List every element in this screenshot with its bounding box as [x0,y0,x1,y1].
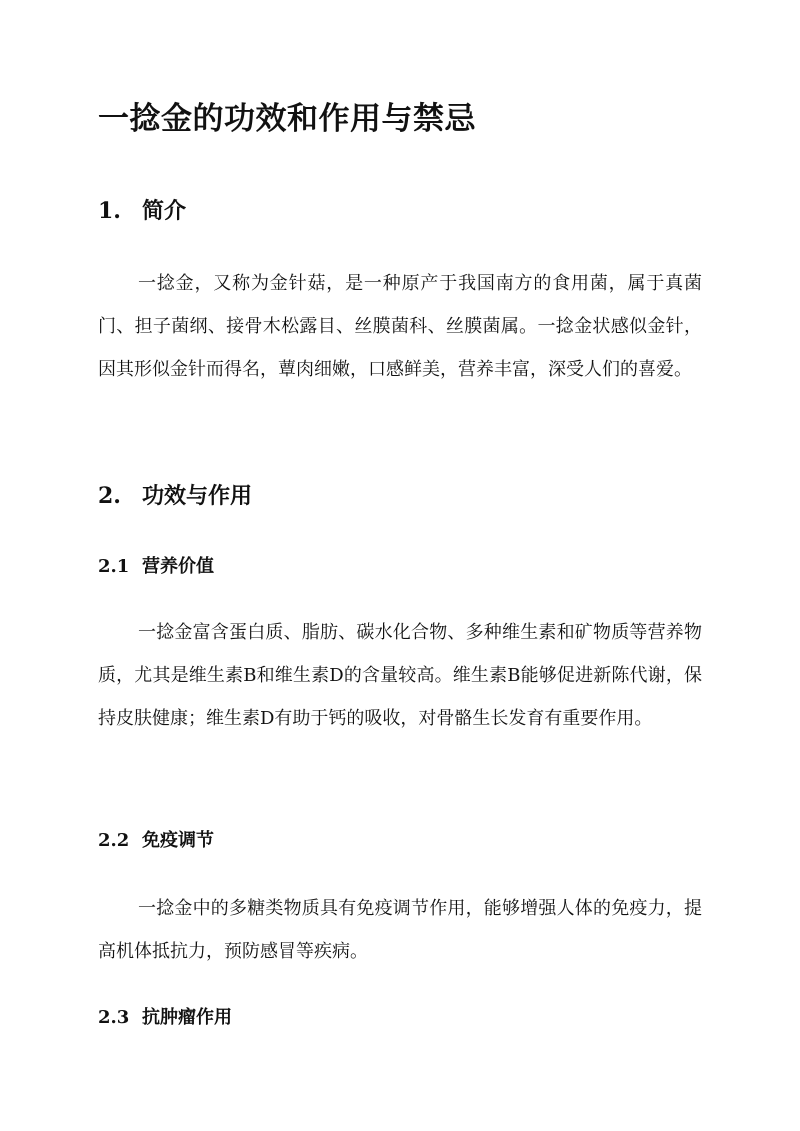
subsection-title: 营养价值 [142,556,214,577]
immunity-paragraph: 一捻金中的多糖类物质具有免疫调节作用，能够增强人体的免疫力，提高机体抵抗力，预防感冒等疾病。 [98,898,702,962]
section-title: 功效与作用 [142,483,253,509]
subsection-heading-nutrition [98,554,214,580]
subsection-heading-antitumor [98,1005,232,1031]
subsection-heading-immunity [98,828,214,854]
intro-paragraph: 一捻金，又称为金针菇，是一种原产于我国南方的食用菌，属于真菌门、担子菌纲、接骨木松露目、丝膜菌科、丝膜菌属。一捻金状感似金针，因其形似金针而得名，蕈肉细嫩，口感鲜美，营养丰富，深受人们的喜爱。 [98,273,702,380]
subsection-title: 免疫调节 [142,830,214,851]
subsection-number: 2.1 [98,556,130,577]
section-number: 1. [98,198,121,224]
section-heading-intro [98,196,186,226]
document-title: 一捻金的功效和作用与禁忌 [98,101,476,137]
section-heading-effects [98,481,252,511]
subsection-title: 抗肿瘤作用 [142,1007,232,1028]
subsection-number: 2.2 [98,830,130,851]
section-number: 2. [98,483,121,509]
nutrition-paragraph: 一捻金富含蛋白质、脂肪、碳水化合物、多种维生素和矿物质等营养物质，尤其是维生素B和维生素D的含量较高。维生素B能够促进新陈代谢，保持皮肤健康；维生素D有助于钙的吸收，对骨骼生长发育有重要作用。 [98,622,702,729]
section-title: 简介 [142,198,187,224]
subsection-number: 2.3 [98,1007,130,1028]
